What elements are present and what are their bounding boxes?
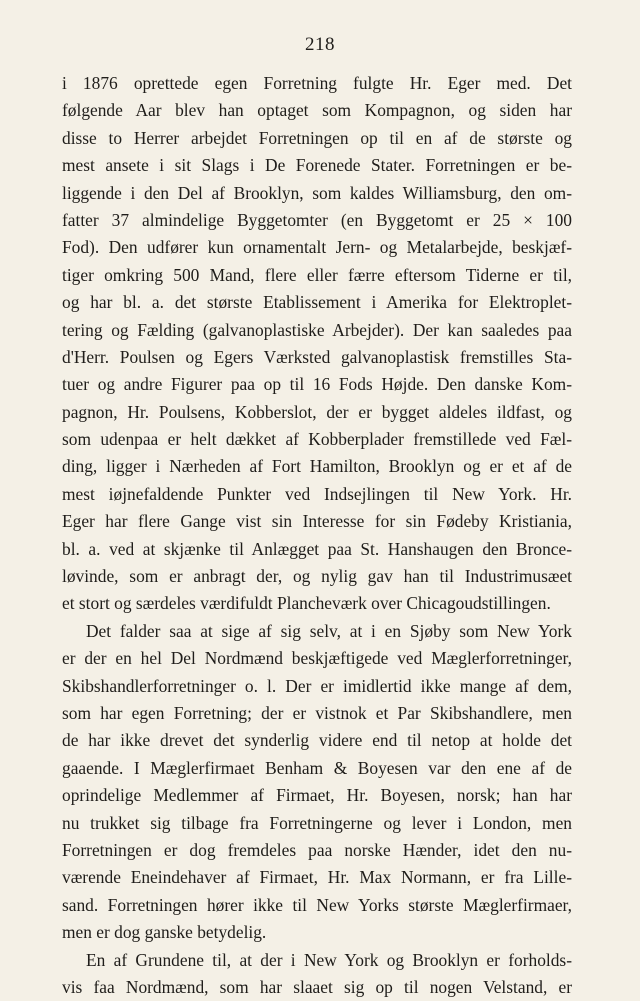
text-line: Forretningen er dog fremdeles paa norske Hænder, idet den nu- [62,839,572,860]
text-line: liggende i den Del af Brooklyn, som kaldes Williamsburg, den om- [62,182,572,203]
paragraph-end-line: et stort og særdeles værdifuldt Plancheværk over Chicagoudstillingen. [62,593,551,614]
text-line: oprindelige Medlemmer af Firmaet, Hr. Boyesen, norsk; han har [62,785,572,806]
text-line: værende Eneindehaver af Firmaet, Hr. Max Normann, er fra Lille- [62,867,572,888]
paragraph-end-line: men er dog ganske betydelig. [62,922,267,943]
text-line: Fod). Den udfører kun ornamentalt Jern- og Metalarbejde, beskjæf- [62,237,572,258]
page-number: 218 [305,34,335,55]
text-line: mest ansete i sit Slags i De Forenede Stater. Forretningen er be- [62,155,572,176]
text-line: følgende Aar blev han optaget som Kompagnon, og siden har [62,100,572,121]
text-line: de har ikke drevet det synderlig videre end til netop at holde det [62,730,572,751]
text-line: som udenpaa er helt dækket af Kobberplader fremstillede ved Fæl- [62,429,572,450]
text-line: Eger har flere Gange vist sin Interesse for sin Fødeby Kristiania, [62,511,572,532]
text-line: i 1876 oprettede egen Forretning fulgte Hr. Eger med. Det [62,73,572,93]
text-line: ding, ligger i Nærheden af Fort Hamilton, Brooklyn og er et af de [62,456,572,477]
text-line: løvinde, som er anbragt der, og nylig gav han til Industrimusæet [62,566,572,587]
text-line: vis faa Nordmænd, som har slaaet sig op til nogen Velstand, er [62,976,572,997]
text-line: d'Herr. Poulsen og Egers Værksted galvanoplastisk fremstilles Sta- [62,346,572,367]
body-text [62,70,572,1001]
text-line: disse to Herrer arbejdet Forretningen op til en af de største og [62,127,572,148]
text-line: pagnon, Hr. Poulsens, Kobberslot, der er bygget aldeles ildfast, og [62,401,572,422]
text-line: tuer og andre Figurer paa op til 16 Fods Højde. Den danske Kom- [62,374,572,395]
text-line: som har egen Forretning; der er vistnok et Par Skibshandlere, men [62,702,572,723]
text-line: gaaende. I Mæglerfirmaet Benham & Boyesen var den ene af de [62,757,572,778]
text-line: tering og Fælding (galvanoplastiske Arbejder). Der kan saaledes paa [62,319,572,340]
text-line: nu trukket sig tilbage fra Forretningerne og lever i London, men [62,812,572,833]
text-line: tiger omkring 500 Mand, flere eller færre eftersom Tiderne er til, [62,264,572,285]
paragraph-start-line: En af Grundene til, at der i New York og Brooklyn er forholds- [86,949,572,970]
text-line: og har bl. a. det største Etablissement i Amerika for Elektroplet- [62,292,572,313]
paragraph-start-line: Det falder saa at sige af sig selv, at i en Sjøby som New York [86,620,572,641]
text-line: bl. a. ved at skjænke til Anlægget paa St. Hanshaugen den Bronce- [62,538,572,559]
text-line: fatter 37 almindelige Byggetomter (en Byggetomt er 25 × 100 [62,209,572,230]
text-line: sand. Forretningen hører ikke til New Yorks største Mæglerfirmaer, [62,894,572,915]
text-line: mest iøjnefaldende Punkter ved Indsejlingen til New York. Hr. [62,483,572,504]
text-line: er der en hel Del Nordmænd beskjæftigede ved Mæglerforretninger, [62,648,572,669]
text-line: Skibshandlerforretninger o. l. Der er imidlertid ikke mange af dem, [62,675,572,696]
